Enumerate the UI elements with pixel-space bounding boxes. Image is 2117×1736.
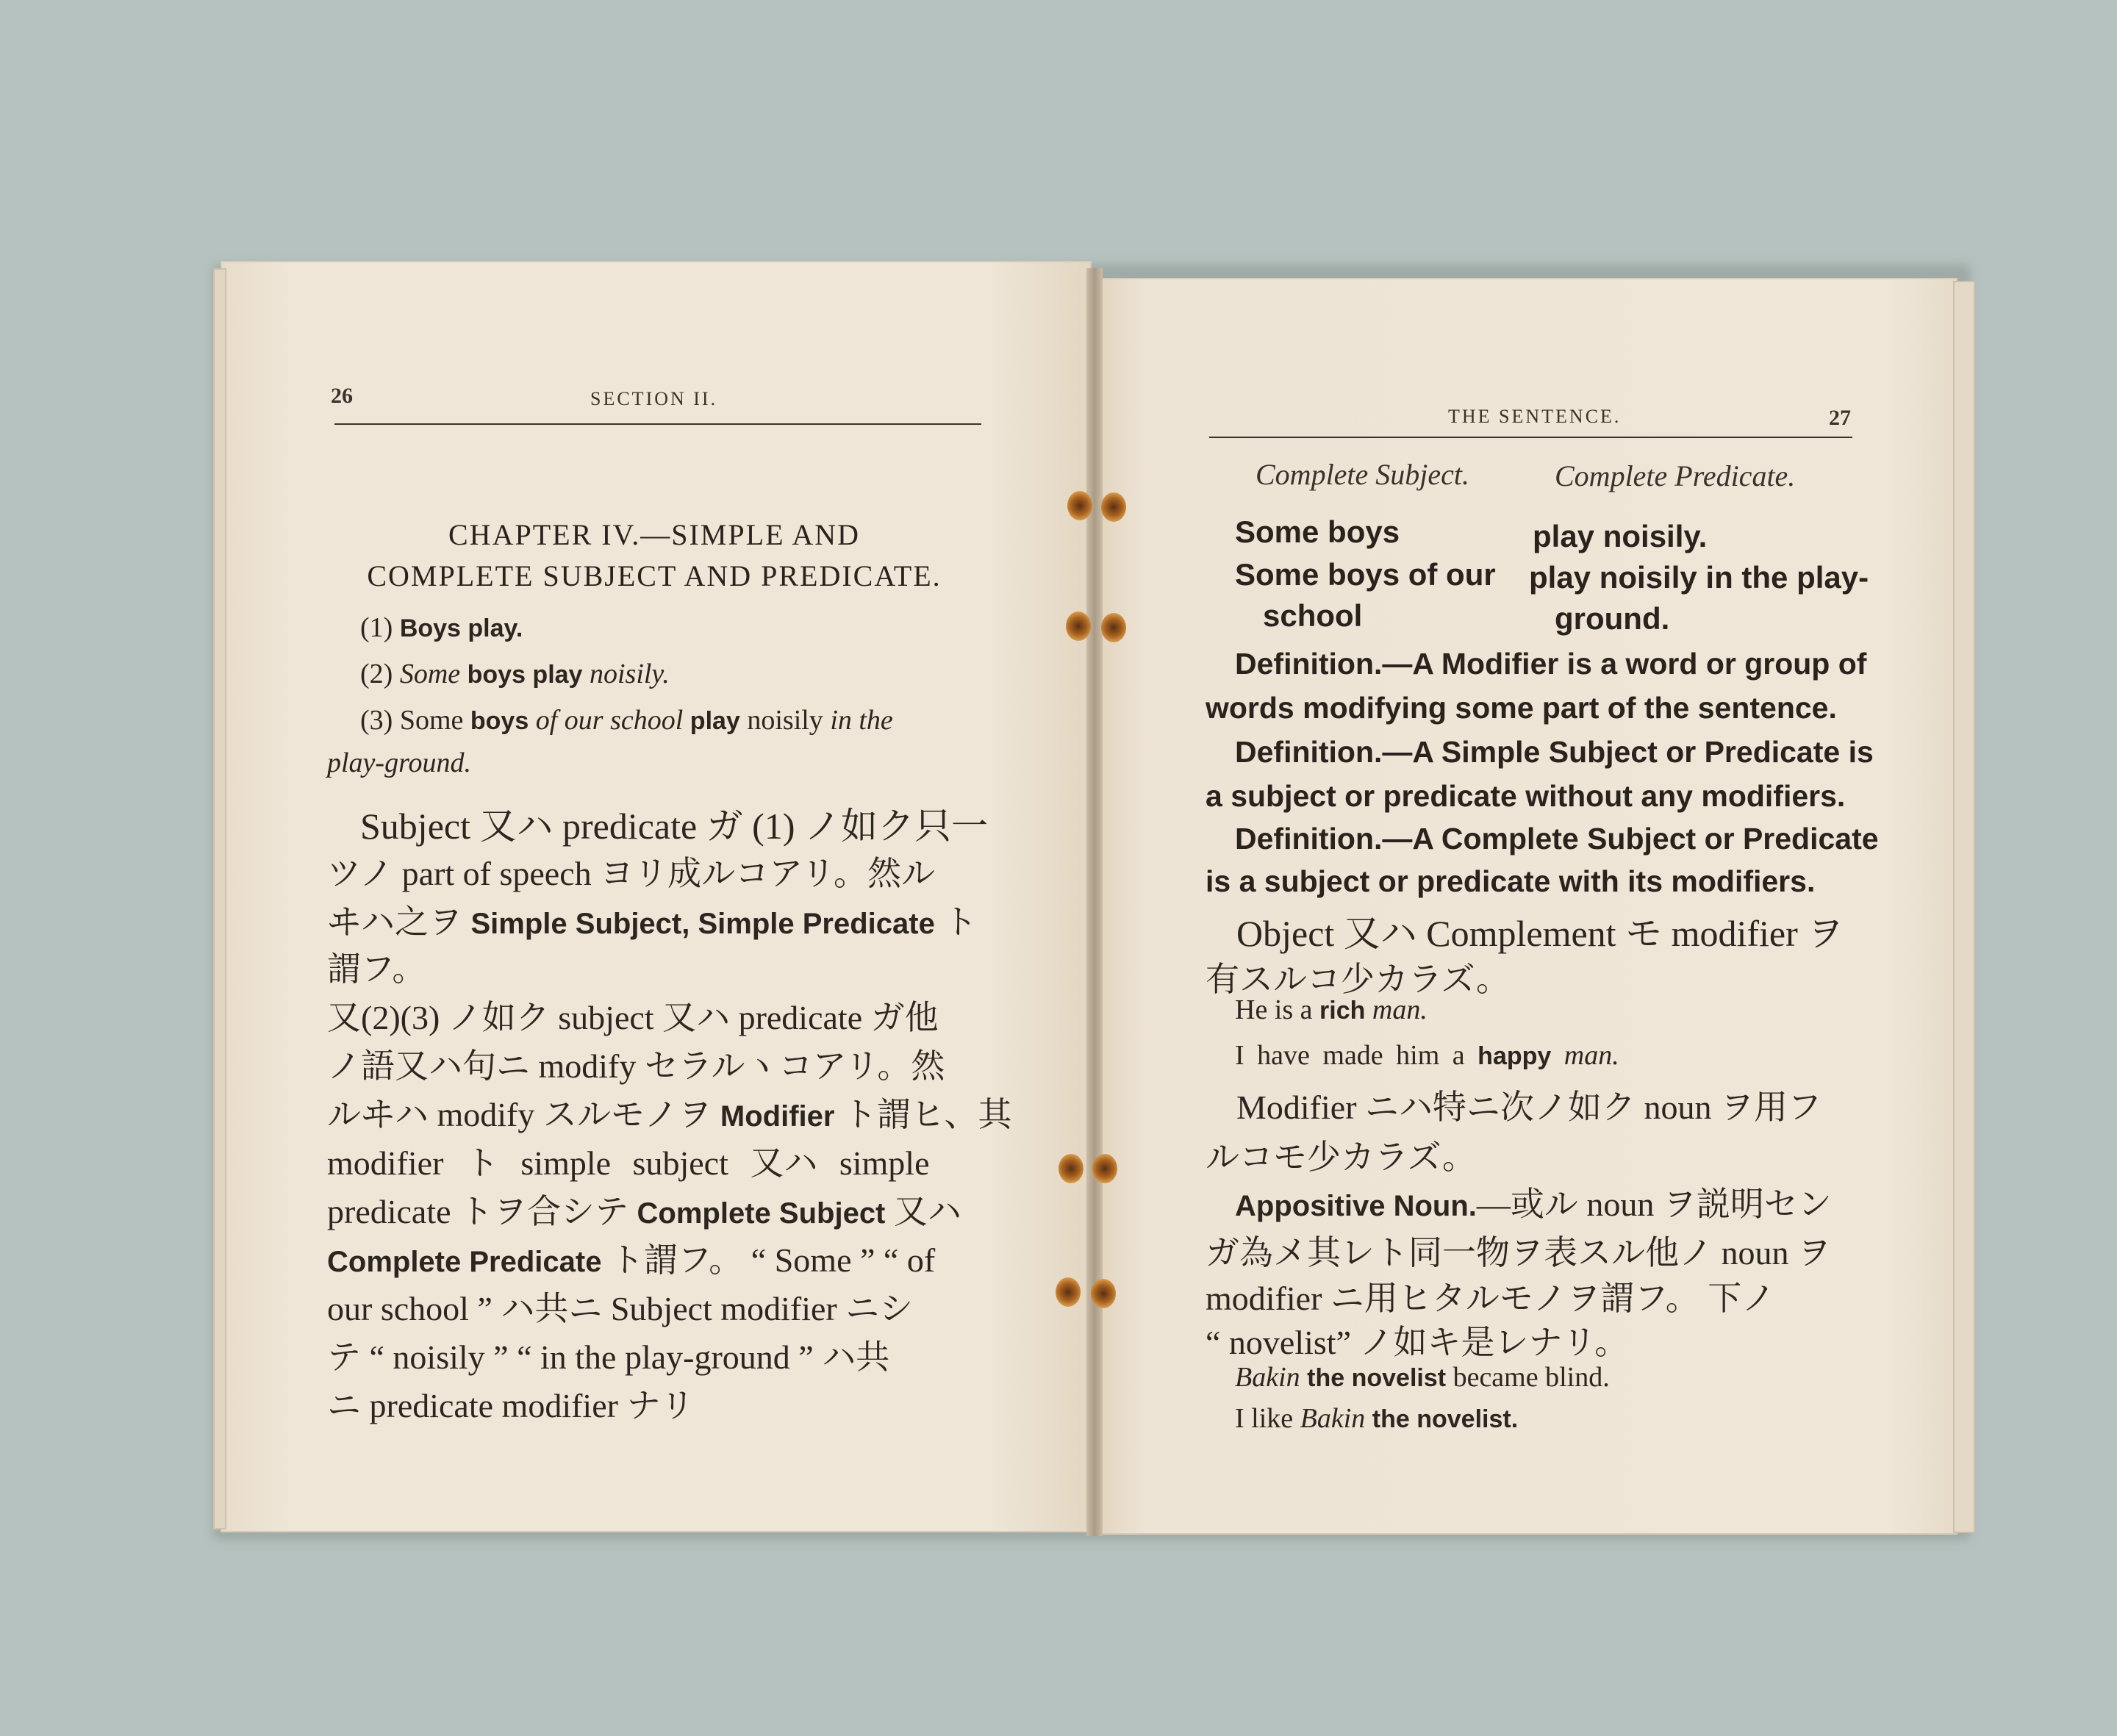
paragraph-line: ガ為メ其レト同一物ヲ表スル他ノ noun ヲ <box>1206 1234 1831 1271</box>
definition-line: is a subject or predicate with its modifiers. <box>1206 864 1816 898</box>
term-bold: happy <box>1477 1042 1552 1070</box>
term-bold: the novelist. <box>1372 1405 1519 1433</box>
binding-hole <box>1067 491 1092 520</box>
example-word: play <box>689 707 740 735</box>
predicate-cell: ground. <box>1555 601 1670 636</box>
example-number: (1) <box>360 612 393 643</box>
paragraph-line: ノ語又ハ句ニ modify セラルヽコアリ。然 <box>327 1047 945 1085</box>
definition-line: Definition.—A Complete Subject or Predicate <box>1235 822 1879 856</box>
chapter-title-line: CHAPTER IV.—SIMPLE AND <box>448 518 860 551</box>
paragraph-line: Subject 又ハ predicate ガ (1) ノ如ク只一 <box>360 806 988 847</box>
paragraph-line: 有スルコ少カラズ。 <box>1206 961 1510 998</box>
binding-hole <box>1092 1154 1117 1183</box>
example-word: Some <box>399 659 461 689</box>
example-3-continued: play-ground. <box>327 747 471 778</box>
text-run: I like <box>1235 1403 1294 1434</box>
paragraph-line: Modifier ニハ特ニ次ノ如ク noun ヲ用フ <box>1236 1088 1822 1126</box>
paragraph-line: 又(2)(3) ノ如ク subject 又ハ predicate ガ他 <box>327 999 939 1036</box>
example-number: (3) <box>360 705 393 736</box>
column-header-subject: Complete Subject. <box>1255 458 1470 491</box>
example-word: boys play <box>467 661 583 689</box>
example-word: noisily. <box>589 659 670 689</box>
paragraph-line <box>327 1088 1012 1136</box>
text-run: He is a <box>1235 994 1313 1025</box>
paragraph-line: ニ predicate modifier ナリ <box>327 1387 695 1424</box>
page-number: 27 <box>1829 406 1851 430</box>
binding-hole <box>1101 492 1126 522</box>
text-run: predicate トヲ合シテ <box>327 1193 629 1230</box>
paragraph-line <box>327 1185 961 1233</box>
text-run: man. <box>1372 994 1428 1025</box>
text-run: ヰハ之ヲ <box>327 903 462 941</box>
paragraph-line: ツノ part of speech ヨリ成ルコアリ。然ル <box>327 855 936 892</box>
binding-hole <box>1101 613 1126 642</box>
text-run: man. <box>1563 1040 1619 1071</box>
page-edge <box>1953 281 1975 1533</box>
term-bold: Modifier <box>720 1100 835 1133</box>
text-run: ルヰハ modify スルモノヲ <box>327 1096 712 1133</box>
paragraph-line: “ novelist” ノ如キ是レナリ。 <box>1206 1324 1629 1361</box>
header-rule <box>1209 437 1852 438</box>
text-run: 又ハ <box>893 1193 961 1230</box>
paragraph-line: 謂フ。 <box>327 950 426 988</box>
book-gutter <box>1086 268 1103 1536</box>
running-head: THE SENTENCE. <box>1448 406 1622 427</box>
text-run: —或ル noun ヲ説明セン <box>1476 1186 1832 1223</box>
header-rule <box>334 423 981 425</box>
example-word: boys <box>470 707 529 735</box>
paragraph-line: modifier ニ用ヒタルモノヲ謂フ。 下ノ <box>1206 1280 1776 1317</box>
text-run: ト <box>943 903 978 941</box>
chapter-title <box>323 514 985 597</box>
binding-hole <box>1058 1154 1083 1183</box>
term-bold: the novelist <box>1307 1364 1447 1392</box>
paragraph-line <box>327 1233 935 1282</box>
example-word: of our school <box>535 705 684 736</box>
example-sentence <box>1235 1361 1610 1394</box>
subject-cell: Some boys of our <box>1235 557 1496 592</box>
term-bold: Complete Predicate <box>327 1246 602 1278</box>
example-1 <box>360 611 523 644</box>
subject-cell: school <box>1263 598 1363 633</box>
text-run: Bakin <box>1235 1362 1300 1393</box>
example-sentence <box>1235 994 1428 1026</box>
binding-hole <box>1056 1277 1081 1307</box>
paragraph-line: テ “ noisily ” “ in the play-ground ” ハ共 <box>327 1338 890 1376</box>
paragraph-line <box>327 895 977 944</box>
example-word: noisily <box>747 705 823 736</box>
example-sentence <box>1235 1039 1619 1072</box>
paragraph-line: modifier ト simple subject 又ハ simple <box>327 1144 930 1182</box>
definition-line: Definition.—A Modifier is a word or group of <box>1235 647 1867 681</box>
text-run: Bakin <box>1300 1403 1366 1434</box>
subject-cell: Some boys <box>1235 514 1400 549</box>
text-run: I have made him a <box>1235 1040 1465 1071</box>
example-word: Some <box>399 705 464 736</box>
term-bold: Appositive Noun. <box>1235 1190 1477 1222</box>
definition-line: a subject or predicate without any modifiers. <box>1206 779 1846 813</box>
paragraph-line: ルコモ少カラズ。 <box>1206 1138 1476 1176</box>
column-header-predicate: Complete Predicate. <box>1555 459 1796 492</box>
text-run: ト謂フ。 “ Some ” “ of <box>609 1241 936 1279</box>
paragraph-line: Object 又ハ Complement モ modifier ヲ <box>1236 913 1844 954</box>
predicate-cell: play noisily. <box>1533 519 1708 553</box>
example-3 <box>360 704 893 736</box>
text-run: ト謂ヒ、其 <box>842 1096 1012 1133</box>
term-bold: Complete Subject <box>637 1197 886 1230</box>
definition-line: Definition.—A Simple Subject or Predicate is <box>1235 735 1874 769</box>
binding-hole <box>1066 611 1091 641</box>
running-head: SECTION II. <box>590 388 718 409</box>
chapter-title-line: COMPLETE SUBJECT AND PREDICATE. <box>367 559 942 592</box>
paragraph-line <box>1235 1177 1832 1226</box>
example-number: (2) <box>360 659 393 689</box>
page-number: 26 <box>331 384 353 408</box>
example-sentence <box>1235 1402 1518 1435</box>
predicate-cell: play noisily in the play- <box>1529 560 1869 595</box>
definition-line: words modifying some part of the sentence. <box>1206 691 1837 725</box>
term-bold: Simple Subject, Simple Predicate <box>470 908 935 940</box>
term-bold: rich <box>1319 997 1366 1025</box>
example-text: Boys play. <box>399 614 523 642</box>
example-2 <box>360 658 670 690</box>
page-edge <box>213 268 226 1529</box>
binding-hole <box>1091 1279 1116 1308</box>
example-word: in the <box>830 705 893 736</box>
text-run: became blind. <box>1452 1362 1610 1393</box>
paragraph-line: our school ” ハ共ニ Subject modifier ニシ <box>327 1290 914 1327</box>
